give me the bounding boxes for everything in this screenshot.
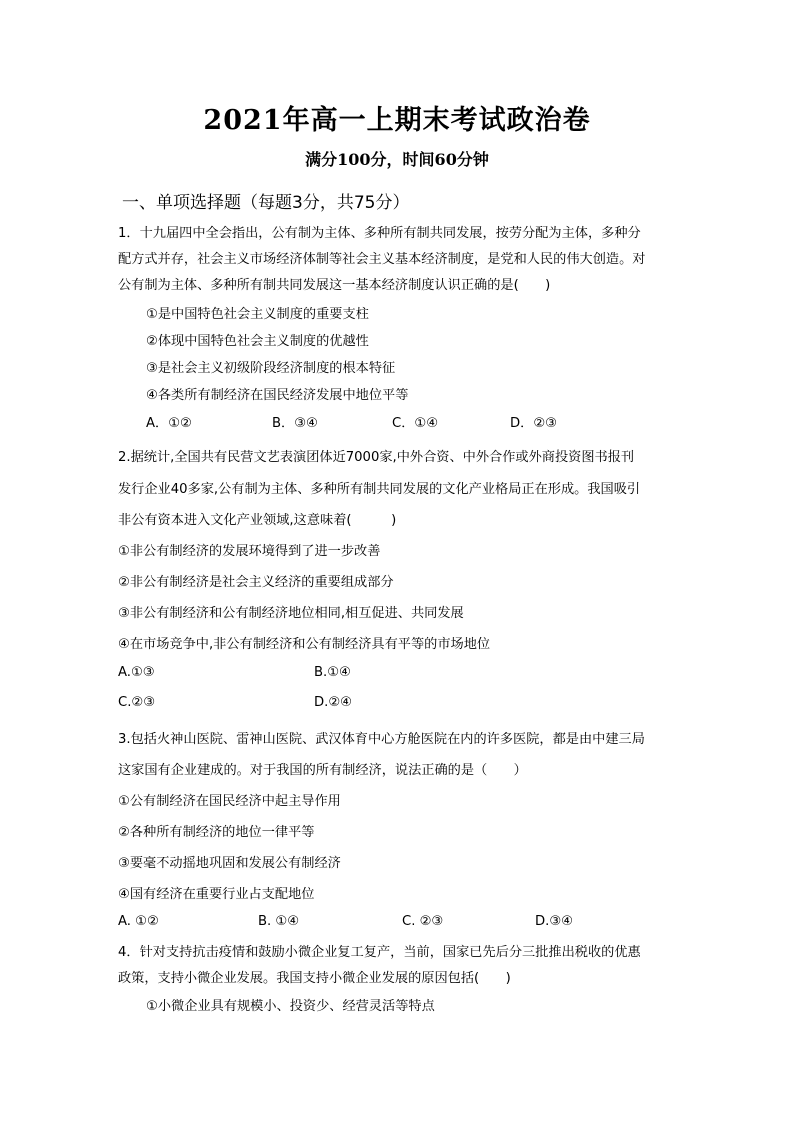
q3-option-c: C. ②③ [402, 914, 444, 929]
q3-stem-line: 这家国有企业建成的。对于我国的所有制经济，说法正确的是（ ） [118, 763, 527, 778]
q2-stem-line: 发行企业40多家,公有制为主体、多种所有制共同发展的文化产业格局正在形成。我国吸引 [118, 482, 641, 497]
q1-stem-line: 配方式并存，社会主义市场经济体制等社会主义基本经济制度，是党和人民的伟大创造。对 [118, 252, 646, 267]
q2-option-b: B.①④ [314, 665, 351, 680]
q3-option-d: D.③④ [535, 914, 573, 929]
q2-stem-line: 2.据统计,全国共有民营文艺表演团体近7000家,中外合资、中外合作或外商投资图书报刊 [118, 450, 635, 465]
q1-option-d: D．②③ [510, 416, 557, 431]
q3-item: ④国有经济在重要行业占支配地位 [118, 887, 315, 902]
page-subtitle: 满分100分，时间60分钟 [305, 150, 489, 169]
q2-item: ③非公有制经济和公有制经济地位相同,相互促进、共同发展 [118, 606, 464, 621]
q3-option-a: A. ①② [118, 914, 159, 929]
q2-option-d: D.②④ [314, 695, 352, 710]
q2-item: ④在市场竞争中,非公有制经济和公有制经济具有平等的市场地位 [118, 637, 491, 652]
q1-item: ①是中国特色社会主义制度的重要支柱 [146, 307, 369, 322]
q2-item: ①非公有制经济的发展环境得到了进一步改善 [118, 544, 381, 559]
q3-item: ①公有制经济在国民经济中起主导作用 [118, 794, 341, 809]
q4-item: ①小微企业具有规模小、投资少、经营灵活等特点 [146, 999, 435, 1014]
q1-stem-line: 1．十九届四中全会指出，公有制为主体、多种所有制共同发展，按劳分配为主体，多种分 [118, 226, 641, 241]
q1-option-a: A．①② [146, 416, 192, 431]
q1-option-c: C．①④ [392, 416, 439, 431]
q3-item: ③要毫不动摇地巩固和发展公有制经济 [118, 856, 341, 871]
q1-stem-line: 公有制为主体、多种所有制共同发展这一基本经济制度认识正确的是( ) [118, 278, 551, 293]
page-title: 2021年高一上期末考试政治卷 [203, 105, 591, 136]
q3-item: ②各种所有制经济的地位一律平等 [118, 825, 315, 840]
q1-item: ④各类所有制经济在国民经济发展中地位平等 [146, 388, 409, 403]
q2-option-a: A.①③ [118, 665, 155, 680]
q1-item: ②体现中国特色社会主义制度的优越性 [146, 334, 369, 349]
q1-option-b: B．③④ [272, 416, 318, 431]
q4-stem-line: 政策，支持小微企业发展。我国支持小微企业发展的原因包括( ) [118, 971, 511, 986]
q2-option-c: C.②③ [118, 695, 156, 710]
q2-stem-line: 非公有资本进入文化产业领域,这意味着( ) [118, 513, 397, 528]
q2-item: ②非公有制经济是社会主义经济的重要组成部分 [118, 575, 394, 590]
q3-stem-line: 3.包括火神山医院、雷神山医院、武汉体育中心方舱医院在内的许多医院，都是由中建三局 [118, 732, 645, 747]
q1-item: ③是社会主义初级阶段经济制度的根本特征 [146, 361, 396, 376]
section-heading: 一、单项选择题（每题3分，共75分） [122, 193, 410, 213]
q4-stem-line: 4．针对支持抗击疫情和鼓励小微企业复工复产，当前，国家已先后分三批推出税收的优惠 [118, 945, 641, 960]
q3-option-b: B. ①④ [258, 914, 300, 929]
